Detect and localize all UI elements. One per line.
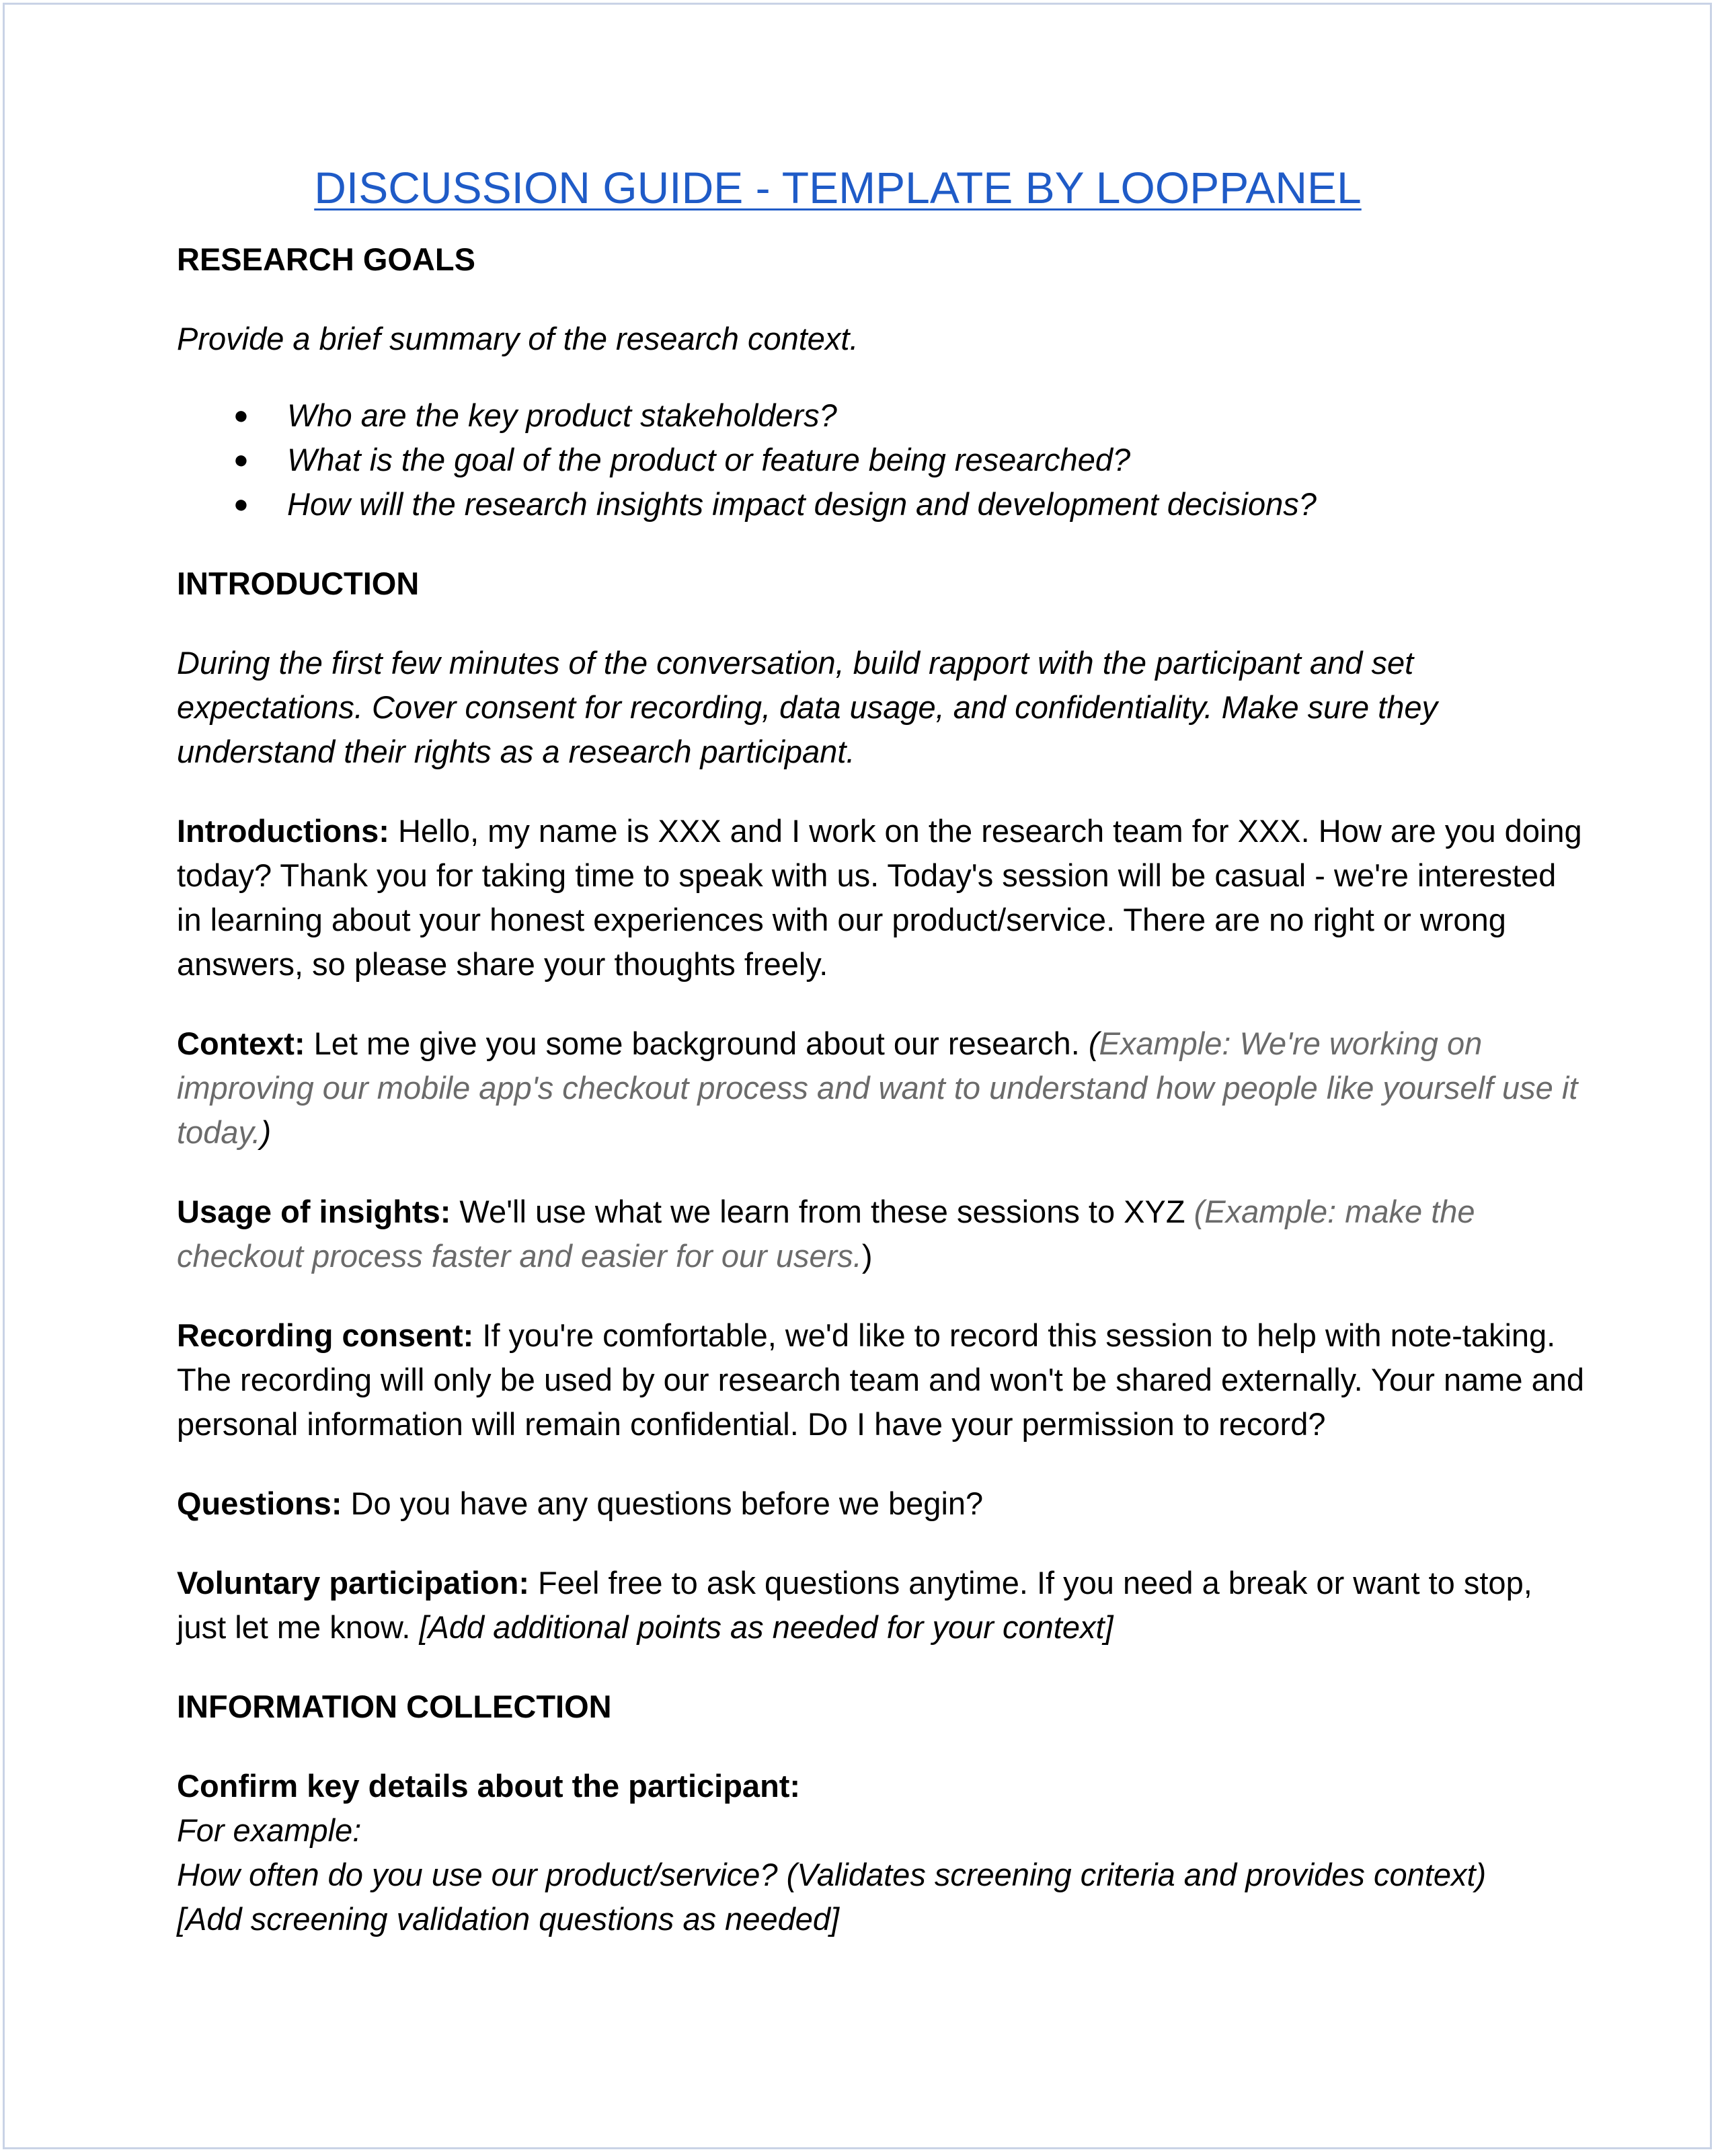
- context-example: Example: We're working on improving our mobile app's checkout process and want to understand how people like yourself use it today.: [177, 1026, 1578, 1150]
- voluntary-paragraph: [177, 1561, 1589, 1650]
- voluntary-text: Feel free to ask questions anytime. If you need a break or want to stop, just let me know.: [177, 1565, 1532, 1645]
- usage-label: Usage of insights:: [177, 1194, 451, 1229]
- usage-text: We'll use what we learn from these sessions to XYZ: [451, 1194, 1194, 1229]
- usage-close-paren: ): [861, 1238, 873, 1274]
- voluntary-note: [Add additional points as needed for your context]: [419, 1609, 1113, 1645]
- context-close-paren: ): [260, 1114, 272, 1150]
- introductions-label: Introductions:: [177, 813, 389, 849]
- section-heading-information-collection: INFORMATION COLLECTION: [177, 1689, 612, 1724]
- list-item-text: Who are the key product stakeholders?: [287, 397, 837, 433]
- context-paragraph: [177, 1022, 1589, 1155]
- confirm-line: For example:: [177, 1812, 362, 1848]
- questions-paragraph: [177, 1481, 1589, 1526]
- document-content: [177, 139, 1589, 1976]
- research-goals-intro: Provide a brief summary of the research context.: [177, 321, 859, 356]
- usage-paragraph: [177, 1190, 1589, 1278]
- research-goals-list: [177, 393, 1589, 527]
- list-item: [177, 393, 1589, 438]
- introductions-text: Hello, my name is XXX and I work on the research team for XXX. How are you doing today? Thank you for taking time to speak with us. Today's session will be casual - we're interested in learning about your honest experiences with our product/service. There are no right or wrong answers, so please share your thoughts freely.: [177, 813, 1582, 982]
- questions-text: Do you have any questions before we begin?: [342, 1486, 984, 1521]
- context-text: Let me give you some background about our research.: [305, 1026, 1089, 1061]
- usage-example: (Example: make the checkout process faster and easier for our users.: [177, 1194, 1475, 1274]
- list-item: [177, 482, 1589, 527]
- list-item-text: How will the research insights impact design and development decisions?: [287, 486, 1317, 522]
- list-item-text: What is the goal of the product or feature being researched?: [287, 442, 1131, 477]
- recording-text: If you're comfortable, we'd like to record this session to help with note-taking. The recording will only be used by our research team and won't be shared externally. Your name and personal information will remain confidential. Do I have your permission to record?: [177, 1317, 1584, 1442]
- confirm-details-block: [177, 1764, 1589, 1941]
- context-open-paren: (: [1088, 1026, 1099, 1061]
- introduction-intro: During the first few minutes of the conversation, build rapport with the participant and set expectations. Cover consent for recording, data usage, and confidentiality. Make sure they understand their rights as a research participant.: [177, 645, 1438, 769]
- questions-label: Questions:: [177, 1486, 342, 1521]
- bullet-icon: ●: [233, 401, 249, 430]
- document-title[interactable]: DISCUSSION GUIDE - TEMPLATE BY LOOPPANEL: [314, 163, 1362, 213]
- confirm-details-label: Confirm key details about the participant:: [177, 1768, 801, 1804]
- context-label: Context:: [177, 1026, 305, 1061]
- confirm-line: [Add screening validation questions as needed]: [177, 1901, 840, 1937]
- document-page: [3, 3, 1712, 2149]
- voluntary-label: Voluntary participation:: [177, 1565, 529, 1601]
- section-heading-research-goals: RESEARCH GOALS: [177, 241, 475, 277]
- bullet-icon: ●: [233, 490, 249, 518]
- bullet-icon: ●: [233, 446, 249, 474]
- introductions-paragraph: [177, 809, 1589, 987]
- confirm-line: How often do you use our product/service? (Validates screening criteria and provides context): [177, 1857, 1487, 1892]
- list-item: [177, 438, 1589, 482]
- recording-paragraph: [177, 1313, 1589, 1447]
- section-heading-introduction: INTRODUCTION: [177, 566, 420, 601]
- recording-label: Recording consent:: [177, 1317, 474, 1353]
